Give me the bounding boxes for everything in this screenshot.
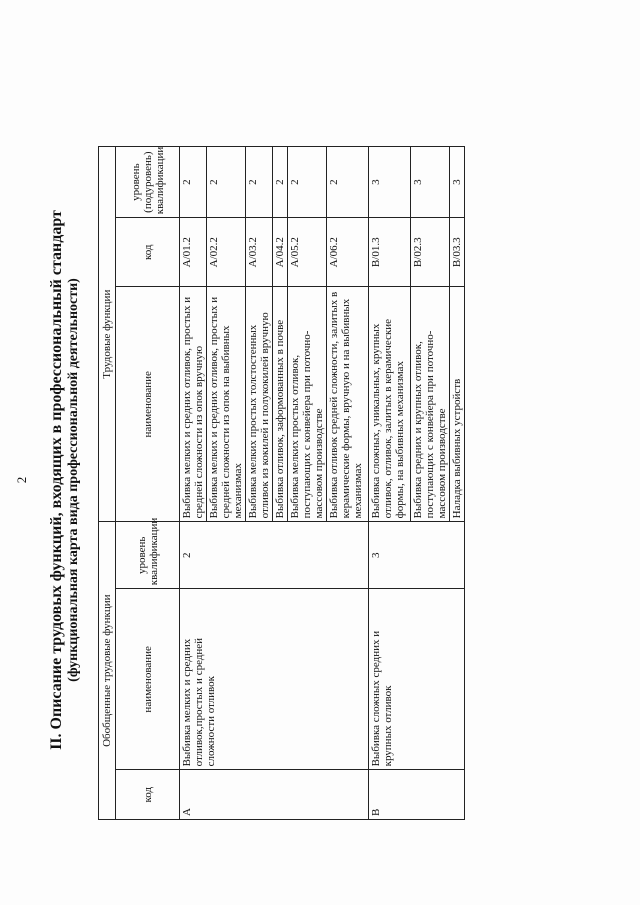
- general-function-code: А: [180, 770, 369, 820]
- general-function-level: 2: [180, 522, 369, 589]
- labor-function-name: Выбивка мелких простых толстостенных отливок из кокилей и полукокилей вручную: [246, 287, 273, 522]
- col-header-function-name: наименование: [116, 287, 180, 522]
- labor-function-code: А/01.2: [180, 218, 207, 287]
- col-header-code: код: [116, 770, 180, 820]
- labor-function-level: 2: [207, 147, 246, 218]
- labor-function-name: Выбивка мелких и средних отливок, простых и средней сложности из опок вручную: [180, 287, 207, 522]
- labor-function-name: Выбивка средних и крупных отливок, поступающих с конвейера при поточно-массовом производстве: [411, 287, 450, 522]
- labor-function-name: Наладка выбивных устройств: [450, 287, 465, 522]
- labor-function-name: Выбивка мелких простых отливок, поступающих с конвейера при поточно-массовом производстве: [288, 287, 327, 522]
- labor-function-name: Выбивка сложных, уникальных, крупных отливок, отливок, залитых в керамические формы, на выбивных механизмах: [369, 287, 411, 522]
- labor-function-level: 2: [288, 147, 327, 218]
- labor-functions-header: Трудовые функции: [99, 147, 116, 522]
- labor-function-name: Выбивка отливок, заформованных в почве: [273, 287, 288, 522]
- table-row: [369, 147, 411, 820]
- labor-function-level: 2: [273, 147, 288, 218]
- labor-function-level: 3: [411, 147, 450, 218]
- labor-function-code: А/05.2: [288, 218, 327, 287]
- generalized-functions-header: Обобщенные трудовые функции: [99, 522, 116, 820]
- rotated-page: [0, 110, 640, 850]
- page-number: 2: [14, 476, 29, 484]
- section-title: II. Описание трудовых функций, входящих в профессиональный стандарт: [48, 210, 65, 750]
- labor-function-code: А/02.2: [207, 218, 246, 287]
- col-header-name: наименование: [116, 589, 180, 770]
- general-function-name: Выбивка сложных средних и крупных отливок: [369, 589, 465, 770]
- labor-function-code: В/03.3: [450, 218, 465, 287]
- labor-function-code: В/02.3: [411, 218, 450, 287]
- labor-function-level: 3: [450, 147, 465, 218]
- labor-function-code: В/01.3: [369, 218, 411, 287]
- labor-function-name: Выбивка мелких и средних отливок, простых и средней сложности из опок на выбивных механизмах: [207, 287, 246, 522]
- labor-function-level: 2: [180, 147, 207, 218]
- labor-function-name: Выбивка отливок средней сложности, залитых в керамические формы, вручную и на выбивных механизмах: [327, 287, 369, 522]
- labor-function-level: 2: [327, 147, 369, 218]
- functional-map-table: [98, 146, 465, 820]
- general-function-code: В: [369, 770, 465, 820]
- labor-function-code: А/04.2: [273, 218, 288, 287]
- col-header-level: уровень квалификации: [116, 522, 180, 589]
- table-row: [180, 147, 207, 820]
- general-function-name: Выбивка мелких и средних отливок,простых и средней сложности отливок: [180, 589, 369, 770]
- labor-function-code: А/06.2: [327, 218, 369, 287]
- labor-function-code: А/03.2: [246, 218, 273, 287]
- col-header-sublevel: уровень (подуровень) квалификации: [116, 147, 180, 218]
- labor-function-level: 2: [246, 147, 273, 218]
- labor-function-level: 3: [369, 147, 411, 218]
- general-function-level: 3: [369, 522, 465, 589]
- section-subtitle: (функциональная карта вида профессиональной деятельности): [66, 278, 81, 682]
- col-header-function-code: код: [116, 218, 180, 287]
